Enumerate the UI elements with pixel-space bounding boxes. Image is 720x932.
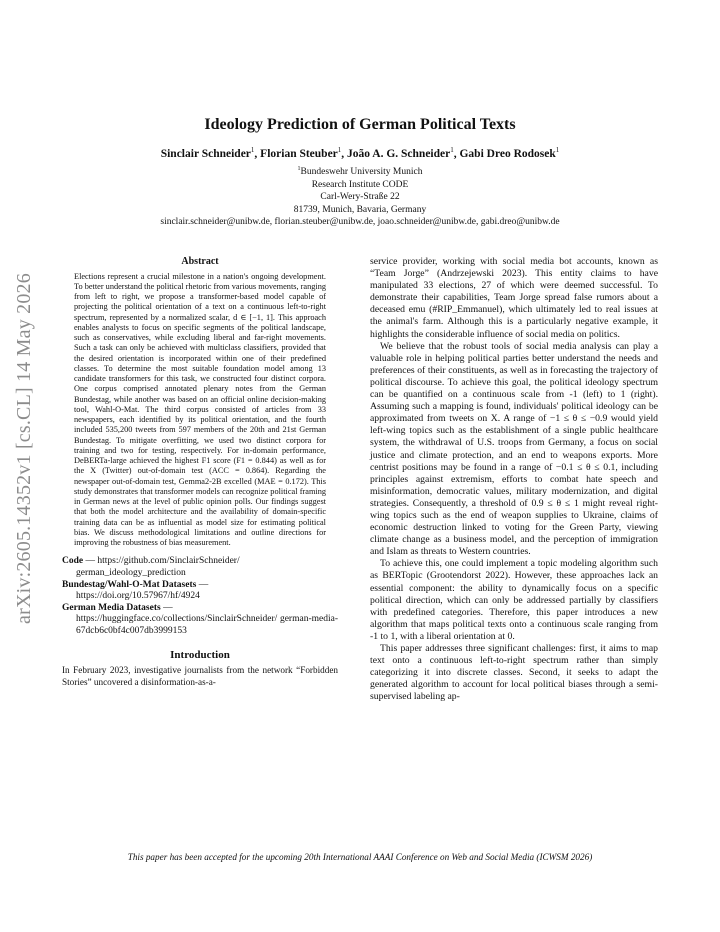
affiliation-marker: 1 bbox=[555, 146, 560, 154]
author-list: Sinclair Schneider$^1$, Florian Steuber$^1$, João A. G. Schneider$^1$, Gabi Dreo Rodosek$^1$ bbox=[160, 146, 560, 160]
affiliation-line: Carl-Wery-Straße 22 bbox=[320, 192, 400, 203]
introduction-paragraph: In February 2023, investigative journalists from the network “Forbidden Stories” uncovered a disinformation-as-a- bbox=[62, 665, 338, 687]
resource-separator: — bbox=[196, 579, 209, 590]
paper-title: Ideology Prediction of German Political Texts bbox=[204, 116, 516, 133]
arxiv-identifier: arXiv:2605.14352v1 [cs.CL] 14 May 2026 bbox=[12, 272, 35, 624]
abstract-text: Elections represent a crucial milestone in a nation's ongoing development. To better understand the political rhetoric from various movements, ranging from left to right, we propose a transformer-based model capable of projecting the political orientation of a text on a continuous left-to-right spectrum, represented by a normalized scalar, d ∈ [−1, 1]. This approach enables analysts to focus on specific segments of the political landscape, such as conservatives, while excluding liberal and far-right movements. Such a task can only be achieved with multiclass classifiers, provided that the desired orientation is incorporated within one of their predefined classes. To determine the most suitable foundation model among 13 candidate transformers for this task, we constructed four distinct corpora. One corpus comprised annotated plenary notes from the German Bundestag, while another was based on an official online decision-making tool, Wahl-O-Mat. The third corpus consisted of articles from 33 newspapers, each identified by its political orientation, and the fourth included 535,200 tweets from 597 members of the 20th and 21st German Bundestag. To mitigate overfitting, we used two distinct corpora for training and two for testing, respectively. For in-domain performance, DeBERTa-large achieved the highest F1 score (F1 = 0.844) as well as for the X (Twitter) out-of-domain test (ACC = 0.864). Regarding the newspaper out-of-domain test, Gemma2-2B excelled (MAE = 0.172). This study demonstrates that transformer models can recognize political framing in German news at the level of public opinion polls. Our findings suggest that both the model architecture and the availability of domain-specific training data can be as influential as model size for estimating political bias. We discuss methodological limitations and outline directions for improving the robustness of bias measurement. bbox=[74, 271, 326, 548]
author-name: João A. G. Schneider bbox=[347, 147, 451, 160]
affiliation-marker: 1 bbox=[250, 146, 255, 154]
resource-media-datasets bbox=[62, 603, 338, 638]
acceptance-footnote: This paper has been accepted for the upcoming 20th International AAAI Conference on Web and Social Media (ICWSM 2026) bbox=[127, 852, 593, 862]
resource-label: Code bbox=[62, 556, 84, 567]
affiliation-block bbox=[0, 163, 720, 229]
author-name: Gabi Dreo Rodosek bbox=[459, 147, 556, 160]
resource-link[interactable]: https://huggingface.co/collections/SinclairSchneider/ german-media-67dcb6c0bf4c007db3999153 bbox=[76, 614, 338, 636]
introduction-heading: Introduction bbox=[170, 648, 230, 661]
author-name: Florian Steuber bbox=[260, 147, 338, 160]
abstract-heading: Abstract bbox=[181, 256, 219, 267]
affiliation-marker: 1 bbox=[297, 166, 301, 172]
body-paragraph: We believe that the robust tools of social media analysis can play a valuable role in helping political parties better understand the needs and preferences of their constituents, as well as in forecasting the trajectory of political discourse. To achieve this goal, the political ideology spectrum can be quantified on a continuous scale from -1 (left) to 1 (right). Assuming such a mapping is found, individuals' political ideology can be approximated from tweets on X. A range of −1 ≤ θ ≤ −0.9 would yield left-wing topics such as the establishment of a single public healthcare system, the withdrawal of U.S. troops from Germany, a focus on social justice and climate protection, and an end to weapons exports. More centrist positions may be found in a range of −0.1 ≤ θ ≤ 0.1, including principles against extremism, efforts to combat hate speech and misinformation, democratic values, military modernization, and digital strategies. Consequently, a threshold of 0.9 ≤ θ ≤ 1 might reveal right-wing topics such as the end of weapon supplies to Ukraine, claims of economic destruction linked to voting for the Green Party, viewing climate change as a business model, and the perception of immigration and Islam as threats to Western countries. bbox=[370, 340, 658, 558]
resource-label: Bundestag/Wahl-O-Mat Datasets bbox=[62, 579, 197, 590]
resource-label: German Media Datasets bbox=[62, 602, 161, 613]
body-paragraph: This paper addresses three significant challenges: first, it aims to map text onto a continuous left-to-right spectrum rather than simply categorizing it into discrete classes. Second, it seeks to adapt the generated algorithm to account for local political biases through a semi-supervised labeling ap- bbox=[370, 643, 658, 703]
resource-separator: — bbox=[83, 556, 98, 567]
affiliation-line: Bundeswehr University Munich bbox=[300, 167, 423, 178]
arxiv-side-stamp bbox=[4, 248, 44, 648]
resource-separator: — bbox=[160, 602, 173, 613]
resource-code bbox=[62, 556, 338, 579]
affiliation-marker: 1 bbox=[450, 146, 454, 154]
left-column bbox=[62, 256, 338, 688]
affiliation-line: 81739, Munich, Bavaria, Germany bbox=[293, 204, 427, 215]
affiliation-line: Research Institute CODE bbox=[311, 179, 409, 190]
right-column bbox=[370, 256, 658, 703]
resource-link[interactable]: https://doi.org/10.57967/hf/4924 bbox=[76, 591, 200, 602]
resource-bundestag-datasets bbox=[62, 580, 338, 603]
resource-link[interactable]: german_ideology_prediction bbox=[76, 567, 186, 578]
body-paragraph: service provider, working with social media bot accounts, known as “Team Jorge” (Andrzejewski 2023). This entity claims to have manipulated 33 elections, 27 of which were deemed successful. To demonstrate their capabilities, Team Jorge spread false rumors about a deceased emu (#RIP_Emmanuel), which ultimately led to real issues at the animal's farm. Although this is a particularly negative example, it highlights the considerable influence of social media on politics. bbox=[370, 256, 658, 340]
author-name: Sinclair Schneider bbox=[160, 147, 251, 160]
author-emails: sinclair.schneider@unibw.de, florian.steuber@unibw.de, joao.schneider@unibw.de, gabi.dreo@unibw.de bbox=[160, 217, 560, 228]
resource-links bbox=[62, 556, 338, 637]
affiliation-marker: 1 bbox=[337, 146, 342, 154]
resource-link[interactable]: https://github.com/SinclairSchneider/ bbox=[97, 556, 240, 567]
body-paragraph: To achieve this, one could implement a topic modeling algorithm such as BERTopic (Grootendorst 2022). However, these approaches lack an essential component: the ability to dynamically focus on a specific political direction, which can only be addressed partially by classifiers with predefined categories. Therefore, this paper introduces a new algorithm that maps political texts onto a continuous scale ranging from -1 to 1, with a liberal orientation at 0. bbox=[370, 558, 658, 642]
